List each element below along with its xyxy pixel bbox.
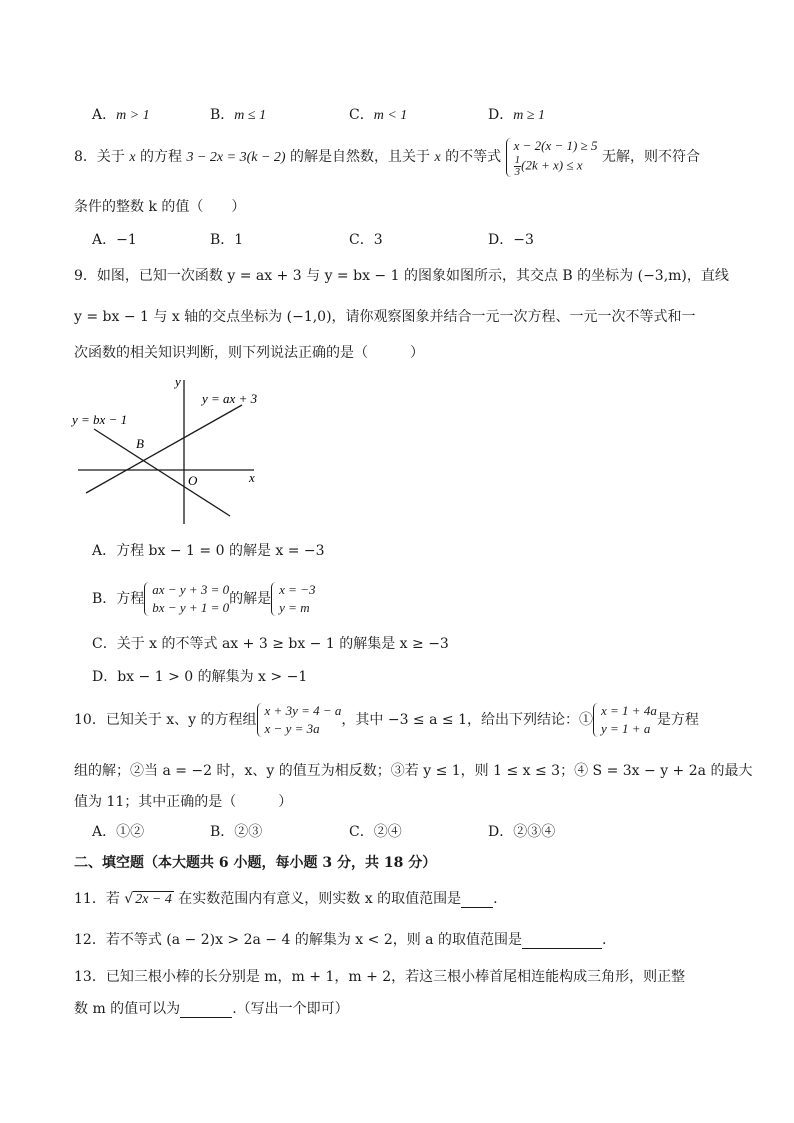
- q11-answer-blank[interactable]: [461, 891, 493, 908]
- q8-option-b: B．1: [210, 232, 244, 248]
- q9-stem-line1: 9．如图，已知一次函数 y = ax + 3 与 y = bx − 1 的图象如图所示，其交点 B 的坐标为 (−3,m)，直线: [74, 268, 729, 284]
- q9-stem-line3: 次函数的相关知识判断，则下列说法正确的是（ ）: [74, 345, 424, 361]
- q10-stem-line2: 组的解；②当 a = −2 时，x、y 的值互为相反数；③若 y ≤ 1，则 1 ≤ x ≤ 3；④ S = 3x − y + 2a 的最大: [74, 763, 753, 779]
- q9-option-a: A．方程 bx − 1 = 0 的解是 x = −3: [92, 543, 325, 559]
- q9-stem-line2: y = bx − 1 与 x 轴的交点坐标为 (−1,0)，请你观察图象并结合一元一次方程、一元一次不等式和一: [74, 309, 696, 325]
- sqrt-expression: √ 2x − 4: [124, 891, 172, 907]
- axis-label-y: y: [175, 374, 181, 389]
- q12-stem: 12．若不等式 (a − 2)x > 2a − 4 的解集为 x < 2，则 a 的取值范围是 .: [74, 932, 607, 948]
- q8-stem-line1: 8．关于 x 的方程 3 − 2x = 3(k − 2) 的解是自然数，且关于 x 的不等式 x − 2(x − 1) ≥ 5 $\frac{1}{3}$ (2k + x) ≤ x 无解，则不符合: [74, 137, 700, 178]
- q7-option-c: C．m < 1: [349, 107, 408, 123]
- q10-option-a: A．①②: [92, 824, 145, 840]
- q7-option-a: A．m > 1: [92, 107, 150, 123]
- q10-option-c: C．②④: [349, 824, 402, 840]
- line-label-ax-plus-3: y = ax + 3: [202, 391, 258, 406]
- q12-answer-blank[interactable]: [522, 932, 602, 949]
- section-2-heading: 二、填空题（本大题共 6 小题，每小题 3 分，共 18 分）: [74, 855, 437, 871]
- q10-stem-line3: 值为 11；其中正确的是（ ）: [74, 794, 293, 810]
- q9-option-d: D．bx − 1 > 0 的解集为 x > −1: [92, 669, 308, 685]
- line-label-bx-minus-1: y = bx − 1: [72, 412, 128, 427]
- q10-system: x + 3y = 4 − a x − y = 3a: [257, 702, 342, 738]
- q9-graph: [64, 372, 274, 532]
- axis-label-x: x: [249, 470, 255, 485]
- q8-stem-line2: 条件的整数 k 的值（ ）: [74, 199, 246, 215]
- point-b-label: B: [136, 436, 144, 451]
- q10-stem-line1: 10．已知关于 x、y 的方程组 x + 3y = 4 − a x − y = 3a ，其中 −3 ≤ a ≤ 1，给出下列结论：① x = 1 + 4a y = 1 + a 是方程: [74, 703, 699, 736]
- q11-stem: 11．若 √ 2x − 4 在实数范围内有意义，则实数 x 的取值范围是 .: [74, 891, 498, 907]
- q8-option-d: D．−3: [488, 232, 534, 248]
- q13-stem-line2: 数 m 的值可以为 .（写出一个即可）: [74, 1001, 349, 1017]
- q10-option-d: D．②③④: [488, 824, 556, 840]
- q10-solution: x = 1 + 4a y = 1 + a: [593, 702, 657, 738]
- q8-inequality-system: x − 2(x − 1) ≥ 5 $\frac{1}{3}$ (2k + x) ≤ x: [506, 137, 598, 178]
- line-bx-minus-1: [94, 429, 230, 516]
- q13-answer-blank[interactable]: [180, 1001, 232, 1018]
- q13-stem-line1: 13．已知三根小棒的长分别是 m，m + 1，m + 2，若这三根小棒首尾相连能构成三角形，则正整: [74, 969, 686, 985]
- q9-option-b-solution: x = −3 y = m: [271, 581, 315, 617]
- q8-option-a: A．−1: [92, 232, 137, 248]
- q9-option-b: B．方程 ax − y + 3 = 0 bx − y + 1 = 0 的解是 x = −3 y = m: [92, 582, 316, 615]
- q8-option-c: C．3: [349, 232, 383, 248]
- origin-label: O: [188, 473, 198, 488]
- q10-option-b: B．②③: [210, 824, 263, 840]
- q9-option-c: C．关于 x 的不等式 ax + 3 ≥ bx − 1 的解集是 x ≥ −3: [92, 636, 449, 652]
- q7-option-d: D．m ≥ 1: [488, 107, 546, 123]
- q9-option-b-system: ax − y + 3 = 0 bx − y + 1 = 0: [144, 581, 229, 617]
- q7-option-b: B．m ≤ 1: [210, 107, 267, 123]
